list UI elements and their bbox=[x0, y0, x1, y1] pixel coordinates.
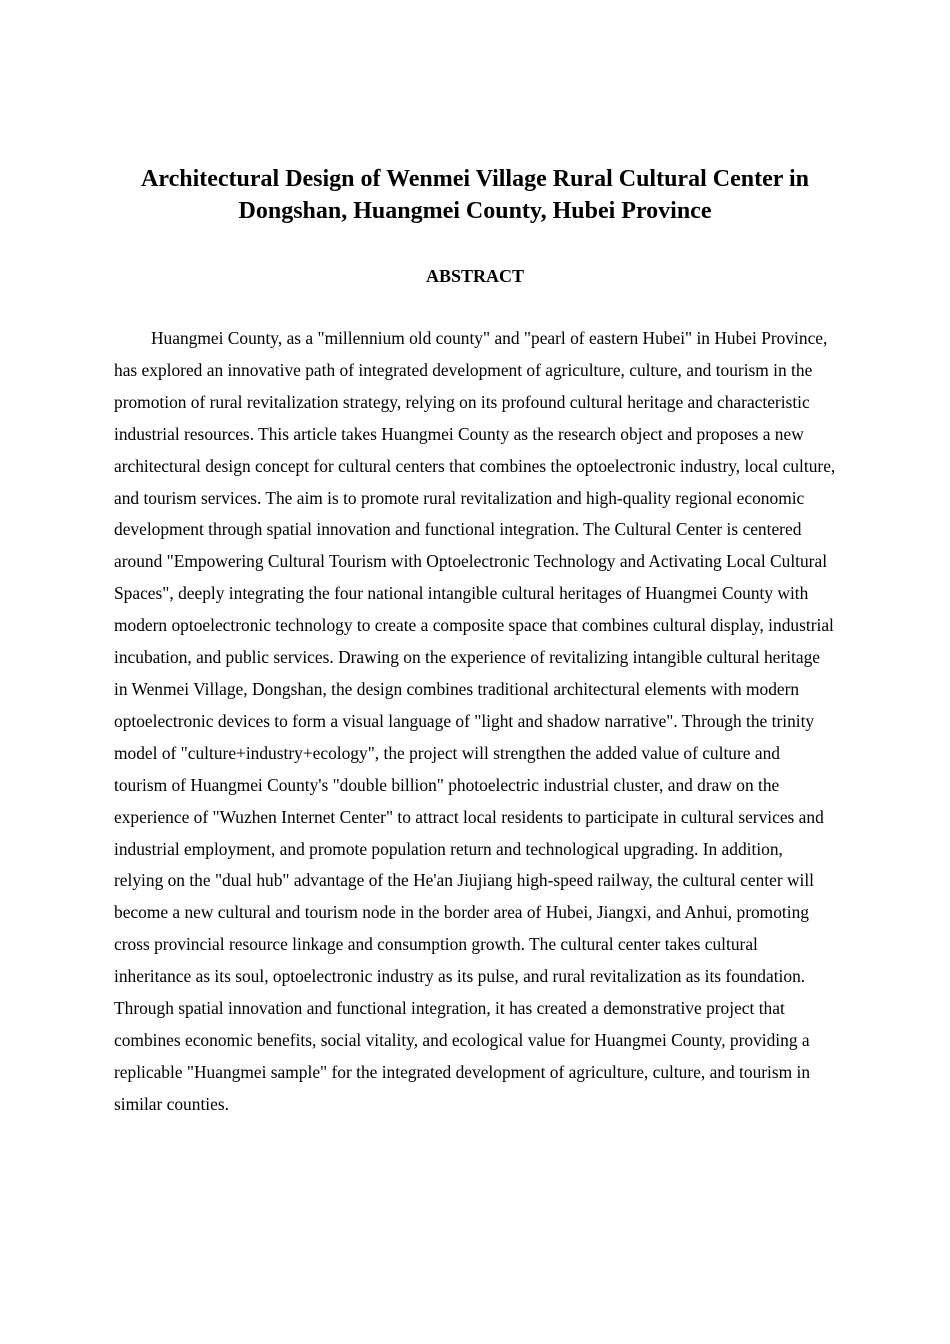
abstract-body: Huangmei County, as a "millennium old county" and "pearl of eastern Hubei" in Hubei Province, has explored an innovative path of integrated development of agriculture, culture, and tourism in the promotion of rural revitalization strategy, relying on its profound cultural heritage and characteristic industrial resources. This article takes Huangmei County as the research object and proposes a new architectural design concept for cultural centers that combines the optoelectronic industry, local culture, and tourism services. The aim is to promote rural revitalization and high-quality regional economic development through spatial innovation and functional integration. The Cultural Center is centered around "Empowering Cultural Tourism with Optoelectronic Technology and Activating Local Cultural Spaces", deeply integrating the four national intangible cultural heritages of Huangmei County with modern optoelectronic technology to create a composite space that combines cultural display, industrial incubation, and public services. Drawing on the experience of revitalizing intangible cultural heritage in Wenmei Village, Dongshan, the design combines traditional architectural elements with modern optoelectronic devices to form a visual language of "light and shadow narrative". Through the trinity model of "culture+industry+ecology", the project will strengthen the added value of culture and tourism of Huangmei County's "double billion" photoelectric industrial cluster, and draw on the experience of "Wuzhen Internet Center" to attract local residents to participate in cultural services and industrial employment, and promote population return and technological upgrading. In addition, relying on the "dual hub" advantage of the He'an Jiujiang high-speed railway, the cultural center will become a new cultural and tourism node in the border area of Hubei, Jiangxi, and Anhui, promoting cross provincial resource linkage and consumption growth. The cultural center takes cultural inheritance as its soul, optoelectronic industry as its pulse, and rural revitalization as its foundation. Through spatial innovation and functional integration, it has created a demonstrative project that combines economic benefits, social vitality, and ecological value for Huangmei County, providing a replicable "Huangmei sample" for the integrated development of agriculture, culture, and tourism in similar counties. bbox=[114, 328, 836, 1114]
document-title: Architectural Design of Wenmei Village Rural Cultural Center in Dongshan, Huangmei County, Hubei Province bbox=[141, 166, 809, 224]
abstract-heading: ABSTRACT bbox=[425, 266, 525, 286]
